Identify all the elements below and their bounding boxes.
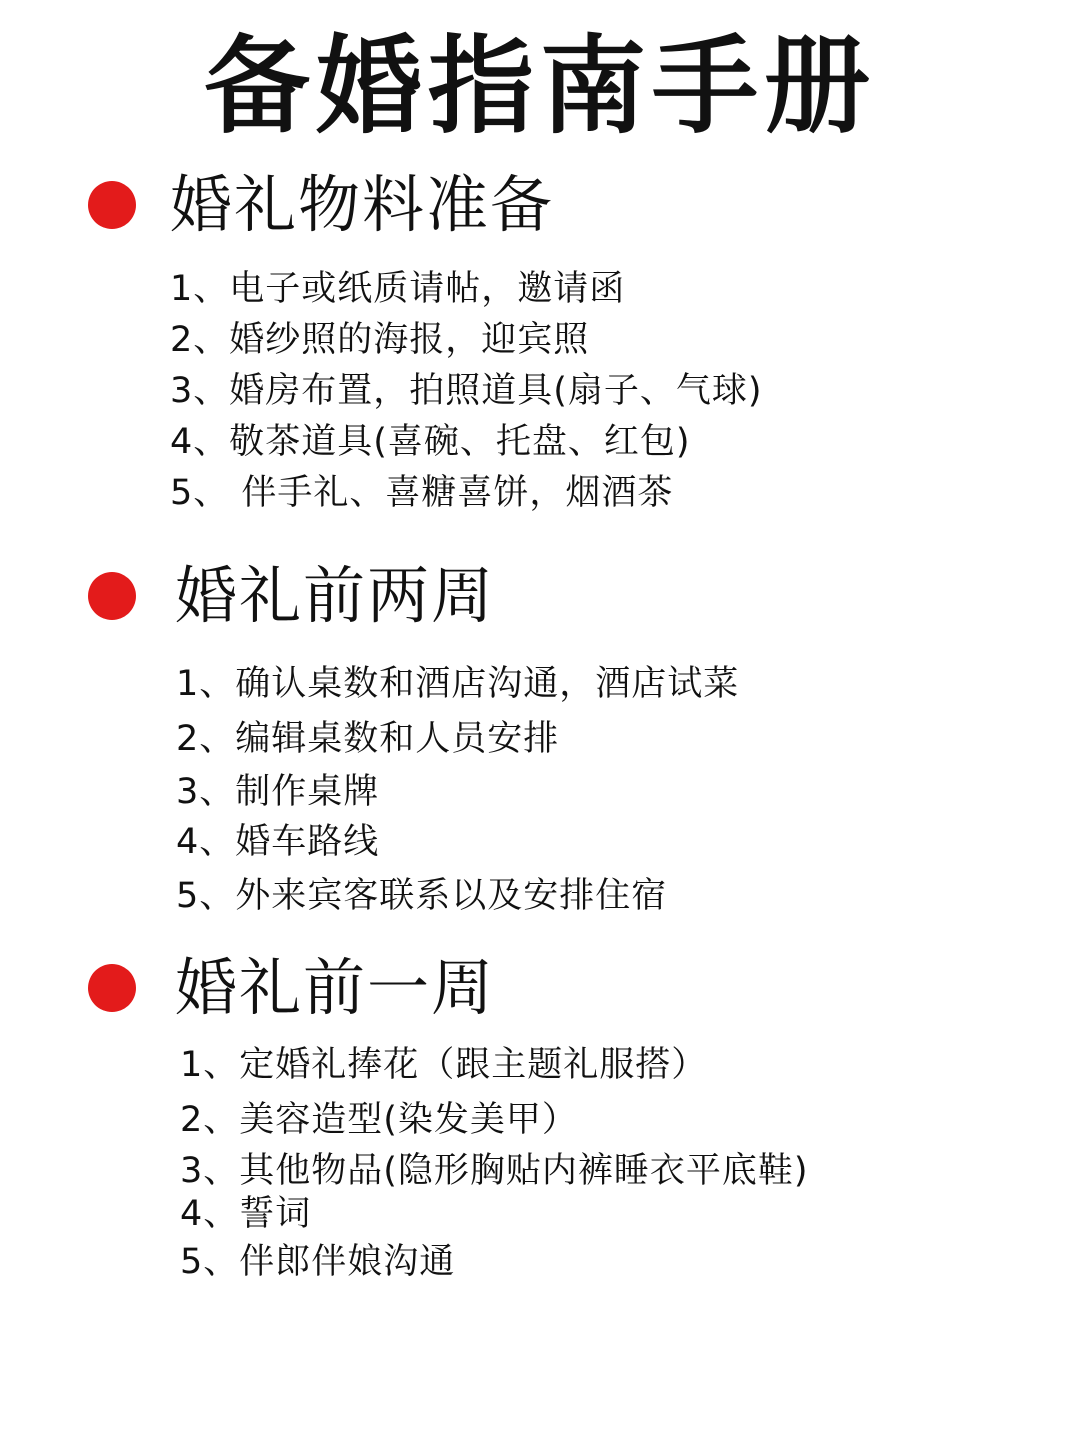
section-title: 婚礼物料准备 <box>170 168 555 241</box>
list-item: 1、定婚礼捧花（跟主题礼服搭） <box>180 1045 708 1085</box>
list-item: 5、 伴手礼、喜糖喜饼，烟酒茶 <box>170 473 674 513</box>
section-two-weeks-before <box>0 556 1080 916</box>
list-item: 2、编辑桌数和人员安排 <box>176 719 560 759</box>
list-item: 1、电子或纸质请帖，邀请函 <box>170 269 626 309</box>
list-item: 2、婚纱照的海报，迎宾照 <box>170 320 590 360</box>
section-title: 婚礼前一周 <box>175 951 496 1024</box>
list-item: 1、确认桌数和酒店沟通，酒店试菜 <box>176 664 740 704</box>
page-title: 备婚指南手册 <box>204 25 876 148</box>
section-title: 婚礼前两周 <box>175 559 496 632</box>
section-header <box>0 165 1080 245</box>
list-item: 3、制作桌牌 <box>176 772 380 812</box>
red-bullet-icon <box>88 964 136 1012</box>
red-bullet-icon <box>88 181 136 229</box>
list-item: 4、敬茶道具(喜碗、托盘、红包) <box>170 422 691 462</box>
list-item: 3、婚房布置，拍照道具(扇子、气球) <box>170 371 763 411</box>
list-item: 5、伴郎伴娘沟通 <box>180 1242 456 1282</box>
list-item: 2、美容造型(染发美甲） <box>180 1100 578 1140</box>
section-materials <box>0 165 1080 513</box>
list-item: 5、外来宾客联系以及安排住宿 <box>176 876 668 916</box>
section-header <box>0 948 1080 1028</box>
list-item: 4、婚车路线 <box>176 822 380 862</box>
section-header <box>0 556 1080 636</box>
list-item: 4、誓词 <box>180 1194 312 1234</box>
red-bullet-icon <box>88 572 136 620</box>
section-one-week-before <box>0 948 1080 1282</box>
list-item: 3、其他物品(隐形胸贴内裤睡衣平底鞋) <box>180 1151 809 1191</box>
